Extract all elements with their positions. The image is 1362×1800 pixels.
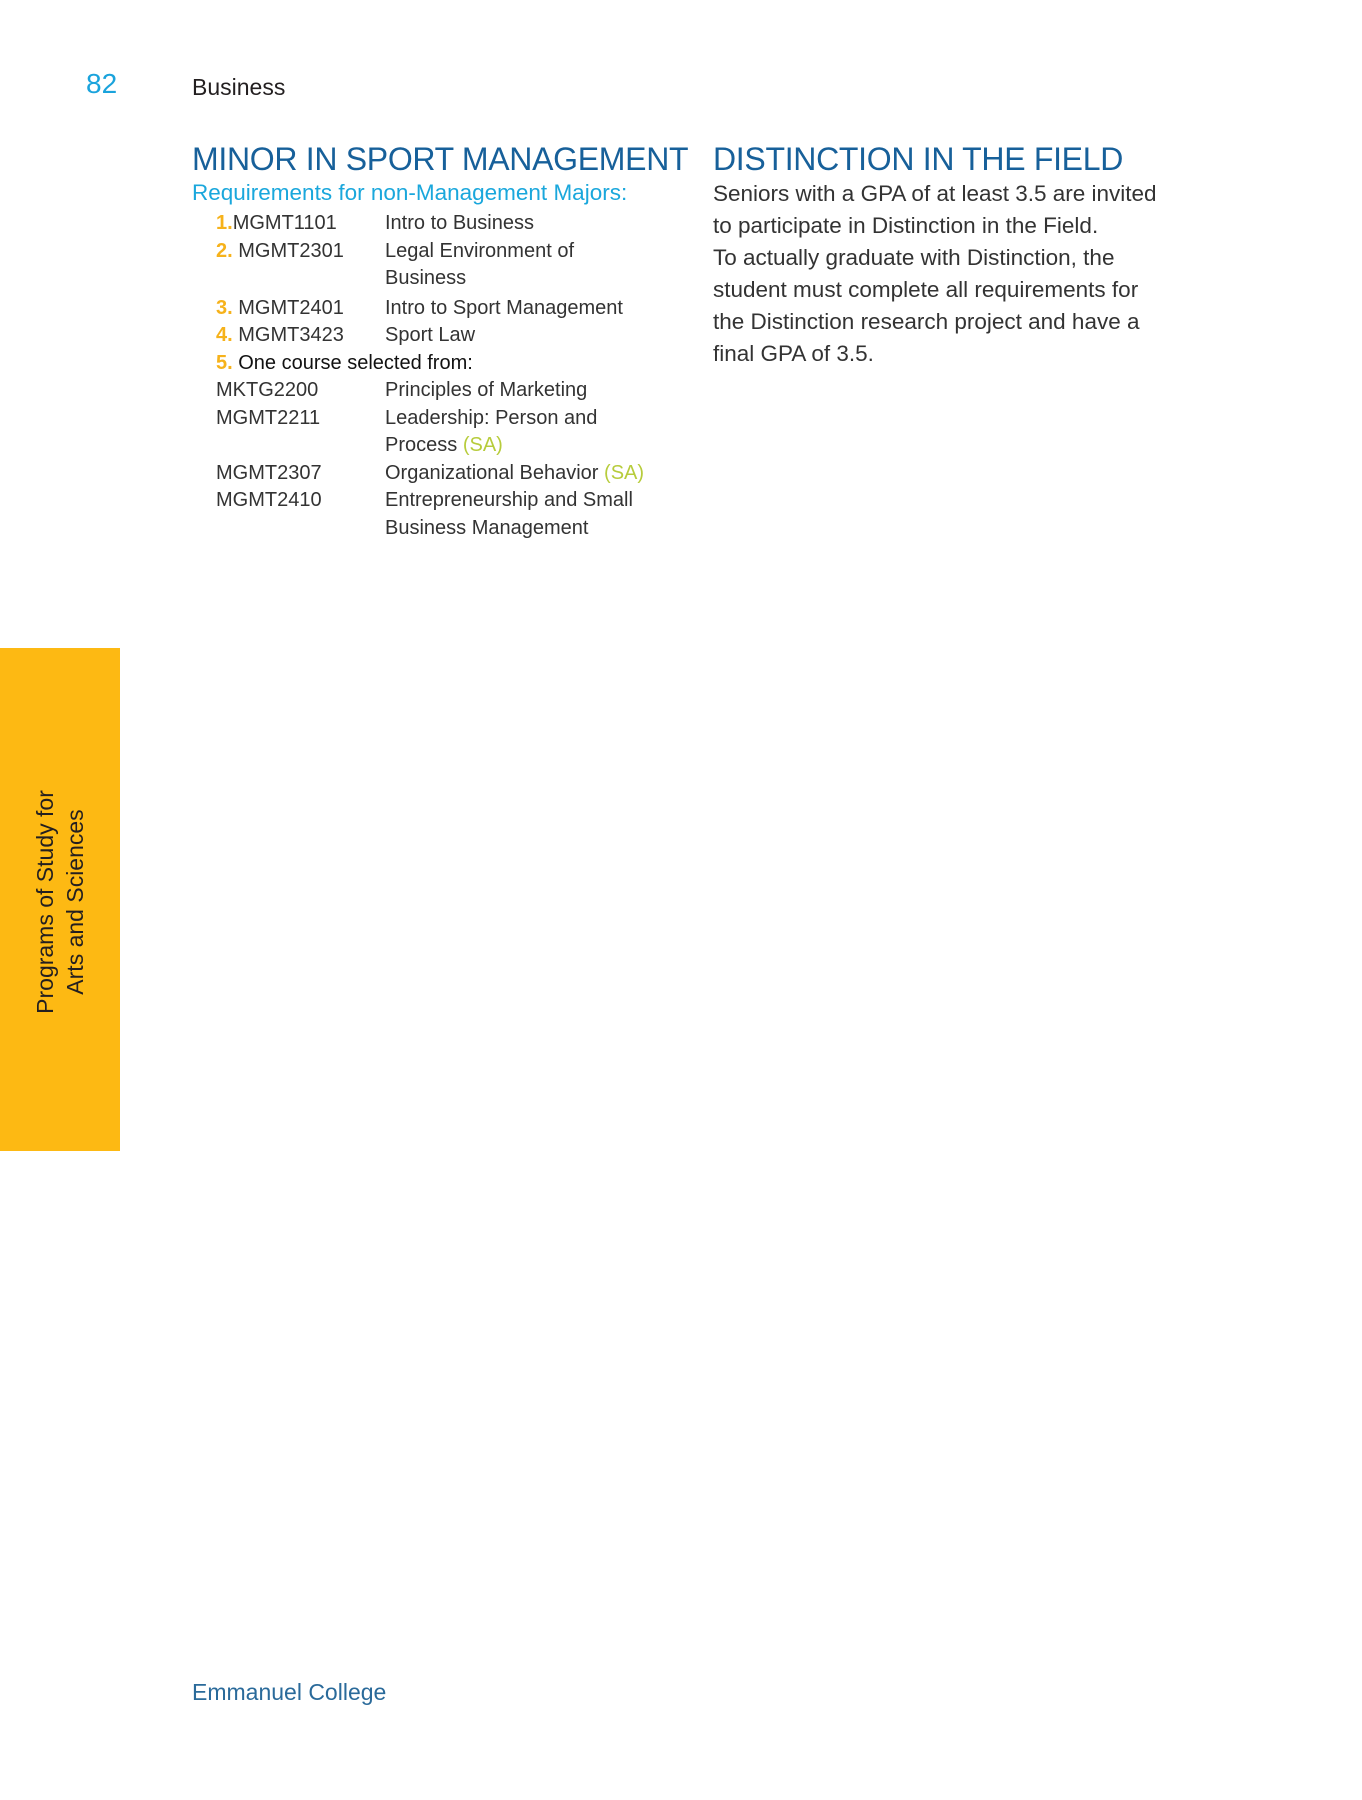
course-code: MGMT2211 bbox=[216, 406, 321, 429]
course-code: MGMT2301 bbox=[238, 239, 344, 262]
item-number: 5. bbox=[216, 351, 233, 374]
body-line: the Distinction research project and have a bbox=[713, 309, 1140, 334]
side-tab-line: Arts and Sciences bbox=[62, 809, 88, 995]
footer-college-name: Emmanuel College bbox=[192, 1679, 387, 1705]
course-code: MGMT2410 bbox=[216, 489, 322, 511]
course-code: MGMT1101 bbox=[232, 212, 337, 234]
course-code: MGMT3423 bbox=[238, 324, 344, 346]
course-row bbox=[192, 210, 692, 238]
course-title: Entrepreneurship and Small Business Management bbox=[385, 489, 633, 539]
item-number: 4. bbox=[216, 324, 233, 346]
course-code: MGMT2401 bbox=[238, 296, 344, 319]
course-title: Sport Law bbox=[385, 324, 476, 346]
sa-tag: (SA) bbox=[462, 434, 503, 456]
side-tab-label bbox=[30, 790, 90, 1014]
course-row bbox=[192, 238, 692, 293]
body-line: student must complete all requirements for bbox=[713, 277, 1139, 302]
course-row bbox=[192, 405, 692, 460]
course-row bbox=[192, 322, 692, 350]
side-tab-line: Programs of Study for bbox=[32, 790, 58, 1014]
side-tab bbox=[0, 648, 120, 1151]
course-code: MGMT2307 bbox=[216, 461, 322, 484]
distinction-body bbox=[713, 178, 1233, 370]
body-line: to participate in Distinction in the Field. bbox=[713, 213, 1099, 238]
sa-tag: (SA) bbox=[604, 461, 645, 484]
course-title: Intro to Business bbox=[385, 212, 534, 234]
course-code: MKTG2200 bbox=[216, 379, 319, 401]
course-title: Leadership: Person and Process bbox=[385, 406, 598, 456]
elective-label: One course selected from: bbox=[238, 351, 473, 374]
course-row bbox=[192, 295, 692, 323]
body-line: final GPA of 3.5. bbox=[713, 341, 874, 366]
distinction-title: DISTINCTION IN THE FIELD bbox=[713, 141, 1124, 177]
course-title: Intro to Sport Management bbox=[385, 296, 623, 319]
required-course-list bbox=[192, 210, 692, 542]
body-line: Seniors with a GPA of at least 3.5 are invited bbox=[713, 181, 1157, 206]
course-row bbox=[192, 377, 692, 405]
course-title: Legal Environment of Business bbox=[385, 239, 575, 289]
course-title: Organizational Behavior bbox=[385, 461, 599, 484]
section-title: Business bbox=[192, 74, 286, 100]
page-number: 82 bbox=[86, 68, 118, 99]
requirements-subtitle: Requirements for non-Management Majors: bbox=[192, 180, 628, 205]
item-number: 2. bbox=[216, 239, 233, 262]
item-number: 3. bbox=[216, 296, 233, 319]
elective-heading bbox=[192, 350, 692, 378]
course-title: Principles of Marketing bbox=[385, 379, 588, 401]
distinction-in-the-field bbox=[713, 140, 1233, 370]
course-row bbox=[192, 460, 692, 488]
body-line: To actually graduate with Distinction, the bbox=[713, 245, 1115, 270]
minor-title: MINOR IN SPORT MANAGEMENT bbox=[192, 141, 689, 177]
minor-sport-management bbox=[192, 140, 692, 542]
course-row bbox=[192, 487, 692, 542]
item-number: 1. bbox=[216, 212, 233, 234]
